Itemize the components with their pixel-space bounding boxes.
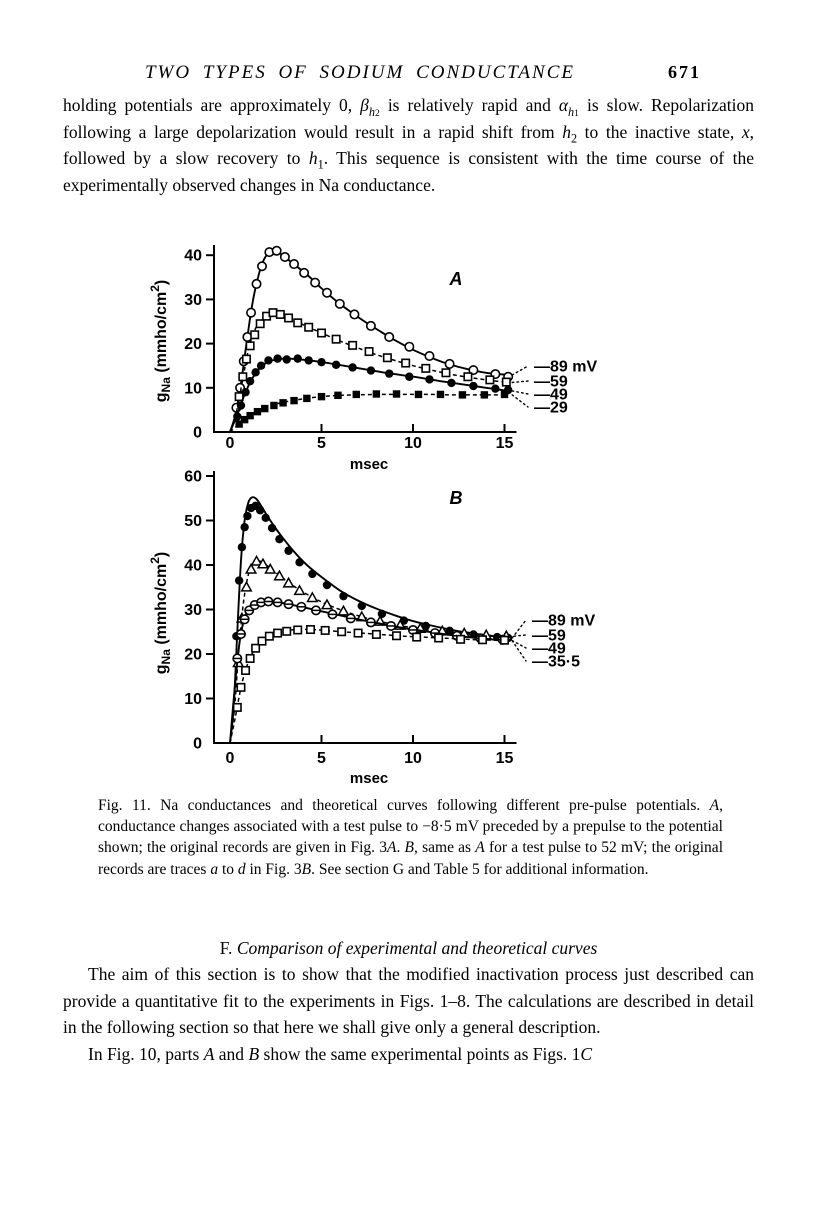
- y-tick-label: 0: [193, 735, 202, 753]
- x-tick-label: 10: [404, 435, 422, 452]
- chart-panel-b-svg: [140, 468, 780, 794]
- y-tick-label: 40: [184, 247, 202, 265]
- panel-letter: B: [449, 488, 463, 508]
- y-tick-label: 0: [193, 424, 202, 442]
- y-tick-label: 10: [184, 380, 202, 398]
- series-label: —59: [532, 627, 566, 645]
- x-axis-label: msec: [349, 770, 389, 787]
- paragraph-2: The aim of this section is to show that the modified inactivation process just described can provide a quantitative fit to the experiments in Figs. 1–8. The calculations are described in detail in the following section so that here we shall give only a general description.: [63, 964, 754, 1037]
- series-label: —49: [532, 640, 566, 658]
- series--89: [230, 497, 595, 743]
- series-label: —49: [534, 386, 568, 404]
- series-label: —59: [534, 373, 568, 391]
- section-f-heading: F. Comparison of experimental and theoretical curves: [219, 938, 598, 958]
- y-tick-label: 10: [184, 691, 202, 708]
- axes: [184, 469, 515, 788]
- x-tick-label: 0: [225, 750, 235, 767]
- chart-panel-a-svg: [140, 236, 780, 476]
- paragraph-3: In Fig. 10, parts A and B show the same experimental points as Figs. 1C: [88, 1043, 593, 1064]
- axes: [184, 246, 515, 473]
- x-axis-label: msec: [349, 456, 389, 473]
- page-number: 671: [668, 62, 701, 82]
- series-label: —89 mV: [532, 612, 596, 630]
- series--35p5: [230, 626, 580, 743]
- x-tick-label: 5: [317, 435, 326, 452]
- y-tick-label: 20: [184, 646, 202, 664]
- figure-caption: Fig. 11. Na conductances and theoretical curves following different pre-pulse potentials. A, conductance changes associated with a test pulse to −8·5 mV preceded by a prepulse to the potential shown; the original records are given in Fig. 3A. B, same as A for a test pulse to 52 mV; the original records are traces a to d in Fig. 3B. See section G and Table 5 for additional information.: [98, 797, 723, 878]
- figure-panel-a: [140, 236, 780, 476]
- y-axis-label: $g_{Na}$ $(mmho/cm^2)$: [148, 551, 173, 675]
- y-axis-label: $g_{Na}$ $(mmho/cm^2)$: [148, 279, 173, 403]
- x-tick-label: 5: [317, 750, 326, 767]
- paragraph-1: holding potentials are approximately 0, $\beta_{h_2}$ is relatively rapid and $\alpha_{h_1}$ is slow. Repolarization following a large depolarization would result in a rapid shift from $h_2$ to the inactive state, x, followed by a slow recovery to $h_1$. This sequence is consistent with the time course of the experimentally observed changes in Na conductance.: [63, 95, 755, 195]
- series-label: —35·5: [532, 653, 581, 671]
- y-tick-label: 30: [184, 291, 202, 309]
- figure-panel-b: [140, 468, 780, 794]
- closing-paragraphs: [63, 961, 754, 1067]
- series--59: [230, 556, 566, 743]
- panel-letter: A: [449, 269, 463, 289]
- running-title: TWO TYPES OF SODIUM CONDUCTANCE: [144, 62, 575, 83]
- x-tick-label: 0: [225, 435, 235, 452]
- y-tick-label: 20: [184, 336, 202, 354]
- x-tick-label: 15: [495, 435, 514, 452]
- x-tick-label: 15: [495, 750, 514, 767]
- series--49: [230, 597, 566, 743]
- series--29: [230, 390, 568, 432]
- y-tick-label: 30: [184, 602, 202, 619]
- y-tick-label: 40: [184, 557, 202, 575]
- y-tick-label: 60: [184, 468, 202, 486]
- series-label: —89 mV: [534, 358, 598, 376]
- series--59: [230, 309, 568, 432]
- series-label: —29: [534, 399, 568, 417]
- y-tick-label: 50: [184, 513, 202, 530]
- x-tick-label: 10: [404, 750, 422, 767]
